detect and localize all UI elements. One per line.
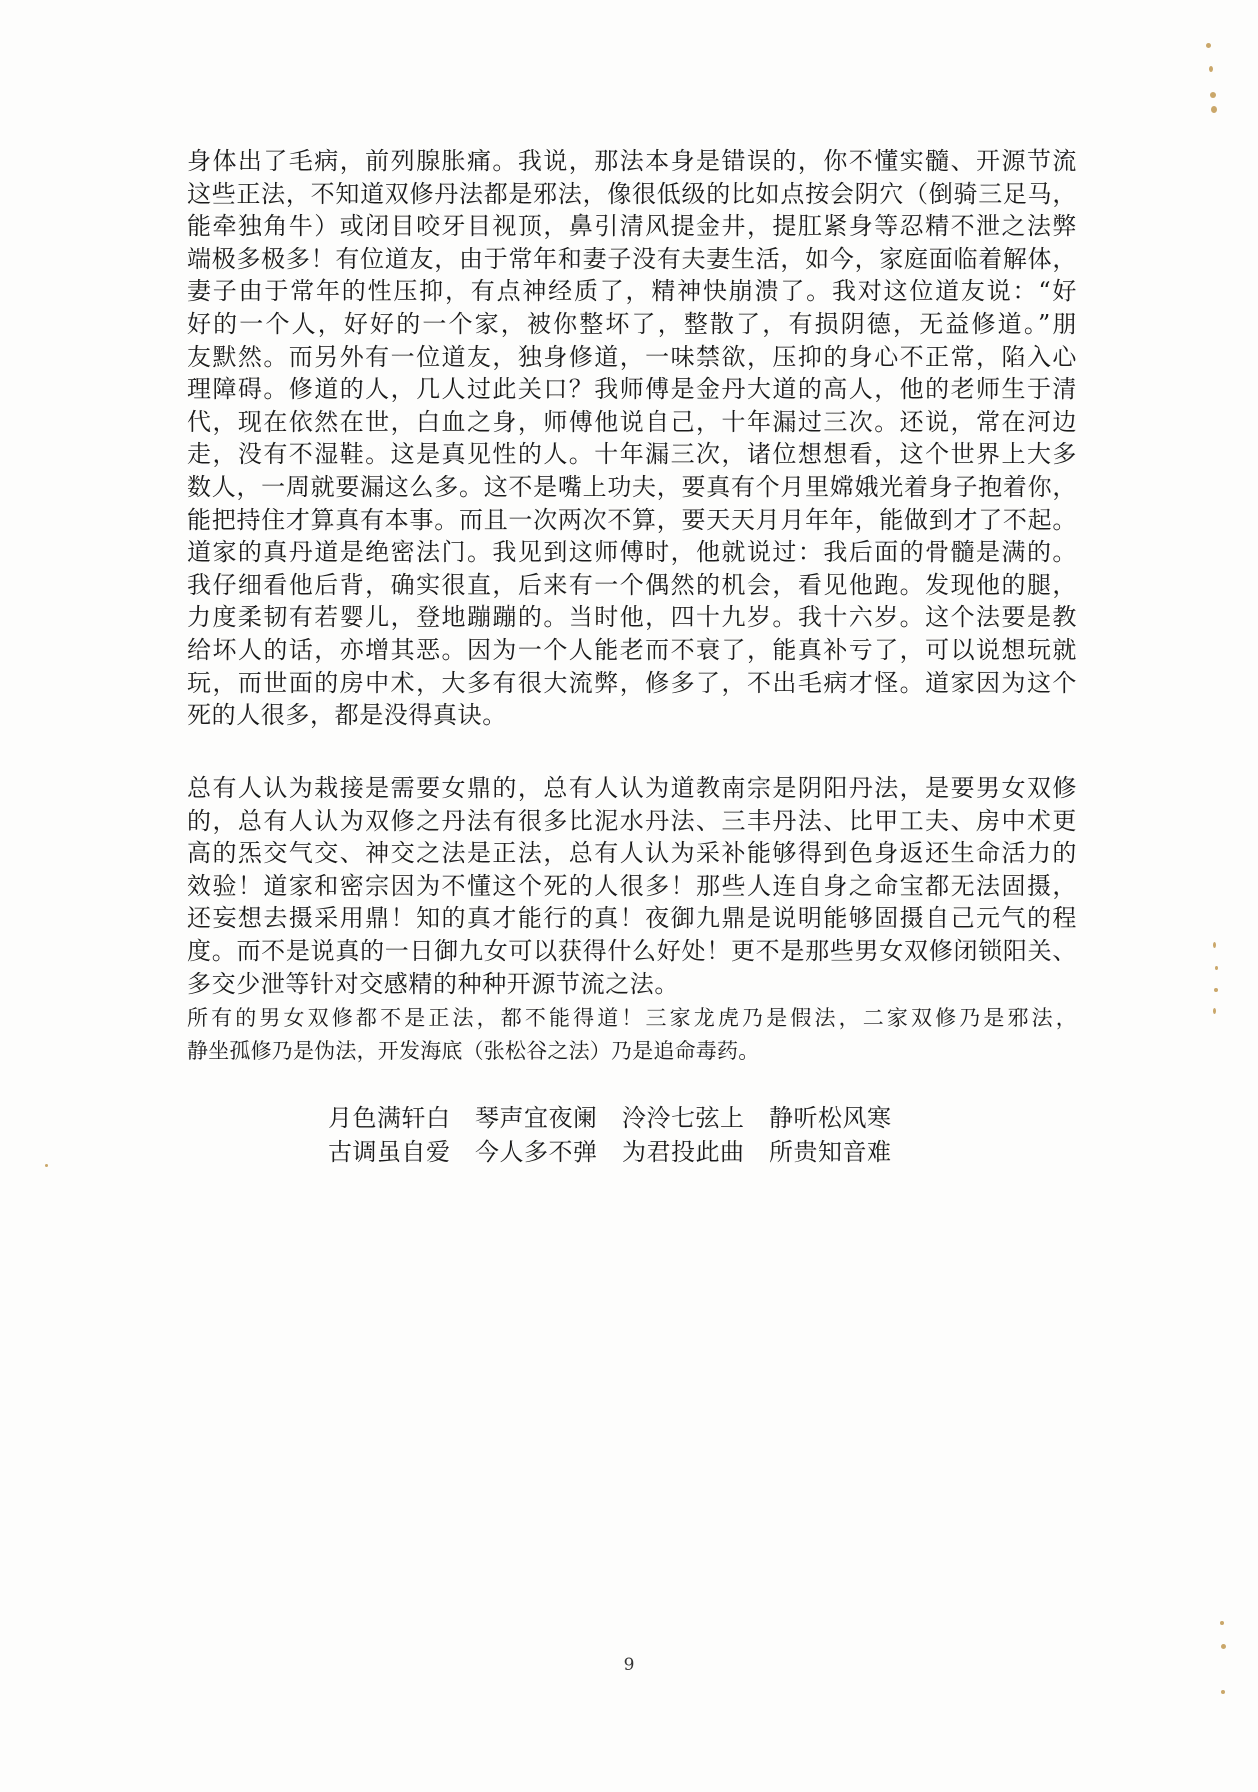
- text-line: 给坏人的话，亦增其恶。因为一个人能老而不衰了，能真补亏了，可以说想玩就: [187, 635, 1077, 664]
- text-line: 还妄想去摄采用鼎！知的真才能行的真！夜御九鼎是说明能够固摄自己元气的程: [187, 904, 1077, 933]
- text-line: 总有人认为栽接是需要女鼎的，总有人认为道教南宗是阴阳丹法，是要男女双修: [187, 774, 1077, 802]
- text-line: 死的人很多，都是没得真诀。: [187, 701, 507, 730]
- text-line: 妻子由于常年的性压抑，有点神经质了，精神快崩溃了。我对这位道友说：“好: [187, 277, 1077, 306]
- paragraph-1: [187, 145, 1077, 732]
- text-line: 走，没有不湿鞋。这是真见性的人。十年漏三次，诸位想想看，这个世界上大多: [187, 440, 1077, 469]
- text-line: 高的炁交气交、神交之法是正法，总有人认为采补能够得到色身返还生命活力的: [187, 839, 1077, 868]
- scan-speck: [1210, 92, 1216, 98]
- scan-speck: [1206, 43, 1211, 48]
- text-line: 能把持住才算真有本事。而且一次两次不算，要天天月月年年，能做到才了不起。: [187, 505, 1077, 534]
- paragraph-3: [187, 1002, 1077, 1067]
- text-line: 的，总有人认为双修之丹法有很多比泥水丹法、三丰丹法、比甲工夫、房中术更: [187, 806, 1077, 835]
- text-line: 理障碍。修道的人，几人过此关口？我师傅是金丹大道的高人，他的老师生于清: [187, 375, 1077, 404]
- text-line: 静坐孤修乃是伪法，开发海底（张松谷之法）乃是追命毒药。: [187, 1038, 760, 1063]
- text-line: 代，现在依然在世，白血之身，师傅他说自己，十年漏过三次。还说，常在河边: [187, 407, 1077, 436]
- paragraph-2: [187, 772, 1077, 1000]
- poem-line: 月色满轩白 琴声宜夜阑 泠泠七弦上 静听松风寒: [328, 1104, 892, 1132]
- scan-speck: [1214, 988, 1218, 992]
- text-line: 玩，而世面的房中术，大多有很大流弊，修多了，不出毛病才怪。道家因为这个: [187, 668, 1077, 697]
- text-line: 道家的真丹道是绝密法门。我见到这师傅时，他就说过：我后面的骨髓是满的。: [187, 538, 1077, 567]
- scan-speck: [1215, 966, 1218, 970]
- text-line: 好的一个人，好好的一个家，被你整坏了，整散了，有损阴德，无益修道。”朋: [187, 309, 1077, 338]
- text-line: 端极多极多！有位道友，由于常年和妻子没有夫妻生活，如今，家庭面临着解体，: [187, 244, 1077, 273]
- text-line: 所有的男女双修都不是正法，都不能得道！三家龙虎乃是假法，二家双修乃是邪法，: [187, 1006, 1077, 1030]
- text-line: 数人，一周就要漏这么多。这不是嘴上功夫，要真有个月里嫦娥光着身子抱着你，: [187, 472, 1077, 501]
- text-line: 这些正法，不知道双修丹法都是邪法，像很低级的比如点按会阴穴（倒骑三足马，: [187, 179, 1077, 208]
- scan-speck: [1213, 1008, 1216, 1014]
- scan-speck: [45, 1164, 48, 1167]
- scan-speck: [1221, 1690, 1225, 1694]
- text-line: 度。而不是说真的一日御九女可以获得什么好处！更不是那些男女双修闭锁阳关、: [187, 936, 1077, 965]
- poem: [328, 1101, 892, 1169]
- poem-line: 古调虽自爱 今人多不弹 为君投此曲 所贵知音难: [328, 1138, 892, 1166]
- text-line: 效验！道家和密宗因为不懂这个死的人很多！那些人连自身之命宝都无法固摄，: [187, 871, 1077, 900]
- text-line: 友默然。而另外有一位道友，独身修道，一味禁欲，压抑的身心不正常，陷入心: [187, 342, 1077, 371]
- scan-speck: [1209, 66, 1213, 72]
- text-line: 我仔细看他后背，确实很直，后来有一个偶然的机会，看见他跑。发现他的腿，: [187, 570, 1077, 599]
- scan-speck: [1221, 1644, 1226, 1649]
- text-line: 身体出了毛病，前列腺胀痛。我说，那法本身是错误的，你不懂实髓、开源节流: [187, 147, 1077, 175]
- scan-speck: [1213, 942, 1216, 948]
- text-line: 力度柔韧有若婴儿，登地蹦蹦的。当时他，四十九岁。我十六岁。这个法要是教: [187, 603, 1077, 632]
- scan-speck: [1220, 1621, 1224, 1625]
- text-line: 能牵独角牛）或闭目咬牙目视顶，鼻引清风提金井，提肛紧身等忍精不泄之法弊: [187, 212, 1077, 241]
- scan-speck: [1211, 106, 1217, 113]
- page-number: 9: [623, 1655, 635, 1675]
- text-line: 多交少泄等针对交感精的种种开源节流之法。: [187, 969, 679, 998]
